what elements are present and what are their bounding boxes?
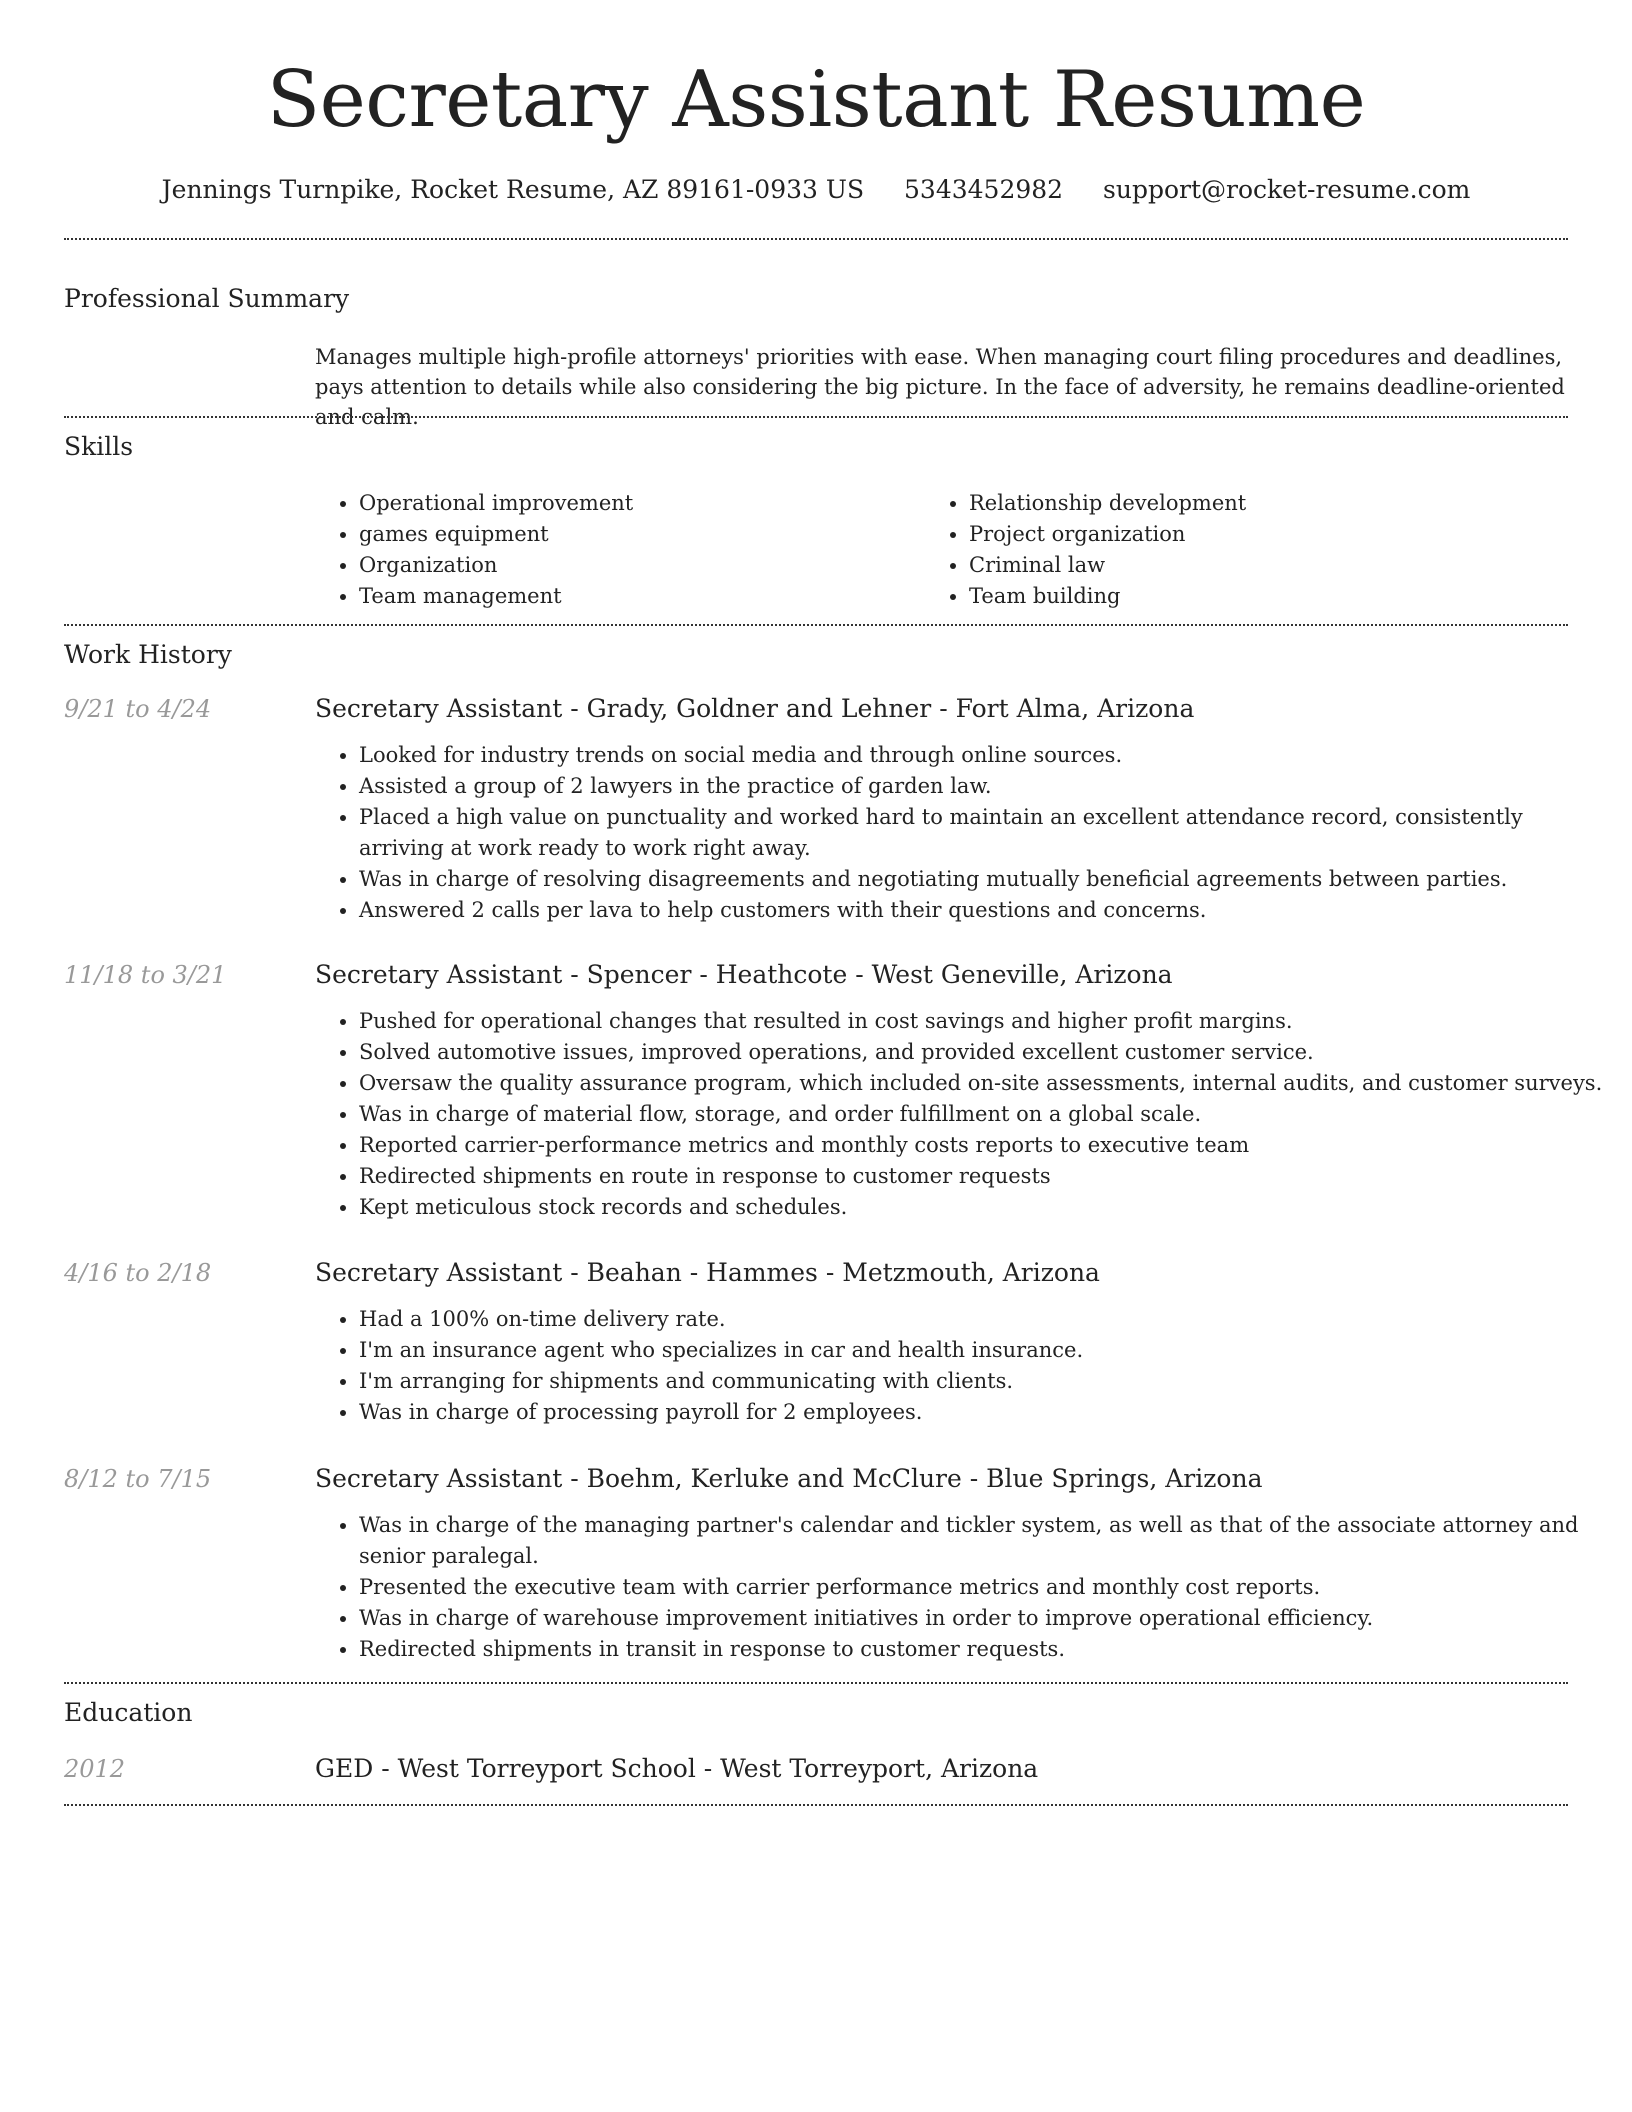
job-bullets: [315, 1304, 1609, 1428]
job-bullet: • Had a 100% on-time delivery rate.: [359, 1304, 1609, 1335]
divider: [64, 624, 1568, 626]
job-bullet: • Oversaw the quality assurance program, which included on-site assessments, internal audits, and customer surveys.: [359, 1068, 1609, 1099]
job-heading: Secretary Assistant - Grady, Goldner and Lehner - Fort Alma, Arizona: [315, 694, 1195, 723]
contact-email: support@rocket-resume.com: [1103, 175, 1471, 204]
job-dates: 4/16 to 2/18: [64, 1259, 212, 1287]
work-history-heading: Work History: [64, 640, 232, 669]
job-bullet: • Was in charge of the managing partner's calendar and tickler system, as well as that of the associate attorney and senior paralegal.: [359, 1510, 1609, 1572]
job-dates: 11/18 to 3/21: [64, 961, 227, 989]
job-bullet: • Reported carrier-performance metrics and monthly costs reports to executive team: [359, 1130, 1609, 1161]
contact-address: Jennings Turnpike, Rocket Resume, AZ 89161-0933 US: [161, 175, 865, 204]
job-heading: Secretary Assistant - Beahan - Hammes - Metzmouth, Arizona: [315, 1258, 1100, 1287]
job-bullet: • Solved automotive issues, improved operations, and provided excellent customer service.: [359, 1037, 1609, 1068]
education-heading-line: GED - West Torreyport School - West Torreyport, Arizona: [315, 1754, 1039, 1783]
skill-item: • Operational improvement: [359, 488, 919, 519]
skill-item: • Relationship development: [969, 488, 1529, 519]
job-bullet: • Assisted a group of 2 lawyers in the practice of garden law.: [359, 771, 1609, 802]
skill-item: • Team building: [969, 581, 1529, 612]
skills-list-right: [925, 488, 1529, 612]
job-bullet: • I'm arranging for shipments and communicating with clients.: [359, 1366, 1609, 1397]
job-bullet: • Looked for industry trends on social media and through online sources.: [359, 740, 1609, 771]
job-bullet: • Was in charge of resolving disagreements and negotiating mutually beneficial agreements between parties.: [359, 864, 1609, 895]
education-date: 2012: [64, 1755, 126, 1783]
job-bullet: • Placed a high value on punctuality and worked hard to maintain an excellent attendance record, consistently arriving at work ready to work right away.: [359, 802, 1609, 864]
job-bullet: • Was in charge of material flow, storage, and order fulfillment on a global scale.: [359, 1099, 1609, 1130]
divider: [64, 416, 1568, 418]
job-bullet: • I'm an insurance agent who specializes in car and health insurance.: [359, 1335, 1609, 1366]
skill-item: • games equipment: [359, 519, 919, 550]
divider: [64, 238, 1568, 240]
skill-item: • Project organization: [969, 519, 1529, 550]
divider: [64, 1682, 1568, 1684]
skill-item: • Team management: [359, 581, 919, 612]
contact-phone: 5343452982: [904, 175, 1064, 204]
job-heading: Secretary Assistant - Spencer - Heathcote - West Geneville, Arizona: [315, 960, 1173, 989]
job-bullet: • Was in charge of warehouse improvement initiatives in order to improve operational efficiency.: [359, 1603, 1609, 1634]
job-bullets: [315, 1006, 1609, 1223]
job-heading: Secretary Assistant - Boehm, Kerluke and McClure - Blue Springs, Arizona: [315, 1464, 1263, 1493]
job-dates: 9/21 to 4/24: [64, 695, 212, 723]
skills-heading: Skills: [64, 432, 134, 461]
job-dates: 8/12 to 7/15: [64, 1465, 212, 1493]
job-bullet: • Redirected shipments in transit in response to customer requests.: [359, 1634, 1609, 1665]
skill-item: • Criminal law: [969, 550, 1529, 581]
job-bullet: • Presented the executive team with carrier performance metrics and monthly cost reports.: [359, 1572, 1609, 1603]
job-bullet: • Was in charge of processing payroll for 2 employees.: [359, 1397, 1609, 1428]
job-bullet: • Pushed for operational changes that resulted in cost savings and higher profit margins.: [359, 1006, 1609, 1037]
contact-line: [0, 170, 1632, 210]
job-bullet: • Redirected shipments en route in response to customer requests: [359, 1161, 1609, 1192]
skills-list-left: [315, 488, 919, 612]
job-bullet: • Kept meticulous stock records and schedules.: [359, 1192, 1609, 1223]
job-bullets: [315, 1510, 1609, 1665]
job-bullets: [315, 740, 1609, 926]
divider: [64, 1804, 1568, 1806]
job-bullet: • Answered 2 calls per lava to help customers with their questions and concerns.: [359, 895, 1609, 926]
summary-text: Manages multiple high-profile attorneys' priorities with ease. When managing court filing procedures and deadlines, pays attention to details while also considering the big picture. In the face of adversity, he remains deadline-oriented and calm.: [315, 345, 1565, 429]
skill-item: • Organization: [359, 550, 919, 581]
summary-heading: Professional Summary: [64, 284, 350, 313]
education-heading: Education: [64, 1698, 193, 1727]
resume-title: Secretary Assistant Resume: [266, 55, 1366, 145]
